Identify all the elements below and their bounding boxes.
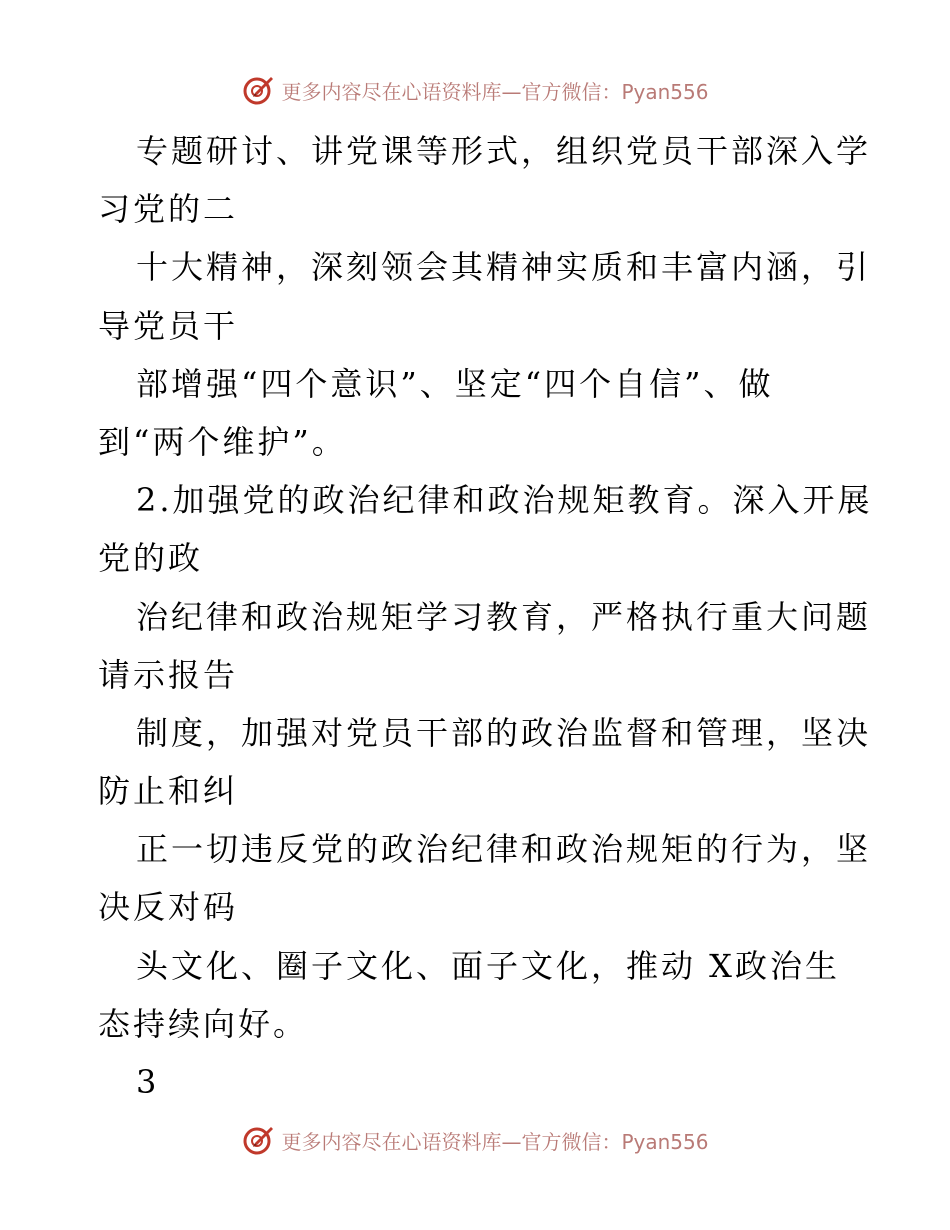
footer-banner-text: 更多内容尽在心语资料库—官方微信：Pyan556 bbox=[281, 1129, 709, 1154]
header-banner bbox=[0, 70, 950, 110]
text-line: 态持续向好。 bbox=[98, 1004, 309, 1043]
text-line: 十大精神，深刻领会其精神实质和丰富内涵，引 bbox=[136, 248, 872, 287]
text-line: 3 bbox=[136, 1063, 160, 1101]
text-line: 制度，加强对党员干部的政治监督和管理，坚决 bbox=[136, 713, 872, 752]
document-body bbox=[98, 122, 878, 1111]
text-line: 头文化、圈子文化、面子文化，推动 X政治生 bbox=[136, 946, 840, 985]
text-line: 2.加强党的政治纪律和政治规矩教育。深入开展 bbox=[136, 481, 873, 520]
header-banner-text: 更多内容尽在心语资料库—官方微信：Pyan556 bbox=[281, 79, 709, 104]
footer-banner bbox=[0, 1120, 950, 1160]
text-line: 专题研讨、讲党课等形式，组织党员干部深入学 bbox=[136, 132, 872, 170]
text-line: 导党员干 bbox=[98, 306, 239, 345]
text-line: 部增强“四个意识”、坚定“四个自信”、做 bbox=[136, 364, 774, 403]
text-line: 治纪律和政治规矩学习教育，严格执行重大问题 bbox=[136, 597, 872, 636]
text-line: 正一切违反党的政治纪律和政治规矩的行为，坚 bbox=[136, 830, 872, 869]
text-line: 到“两个维护”。 bbox=[98, 422, 347, 461]
text-line: 请示报告 bbox=[98, 655, 239, 694]
text-line: 党的政 bbox=[98, 539, 204, 578]
pen-circle-logo-icon bbox=[241, 73, 275, 107]
text-line: 决反对码 bbox=[98, 888, 239, 927]
text-line: 防止和纠 bbox=[98, 772, 239, 811]
text-line: 习党的二 bbox=[98, 190, 239, 229]
pen-circle-logo-icon bbox=[241, 1123, 275, 1157]
